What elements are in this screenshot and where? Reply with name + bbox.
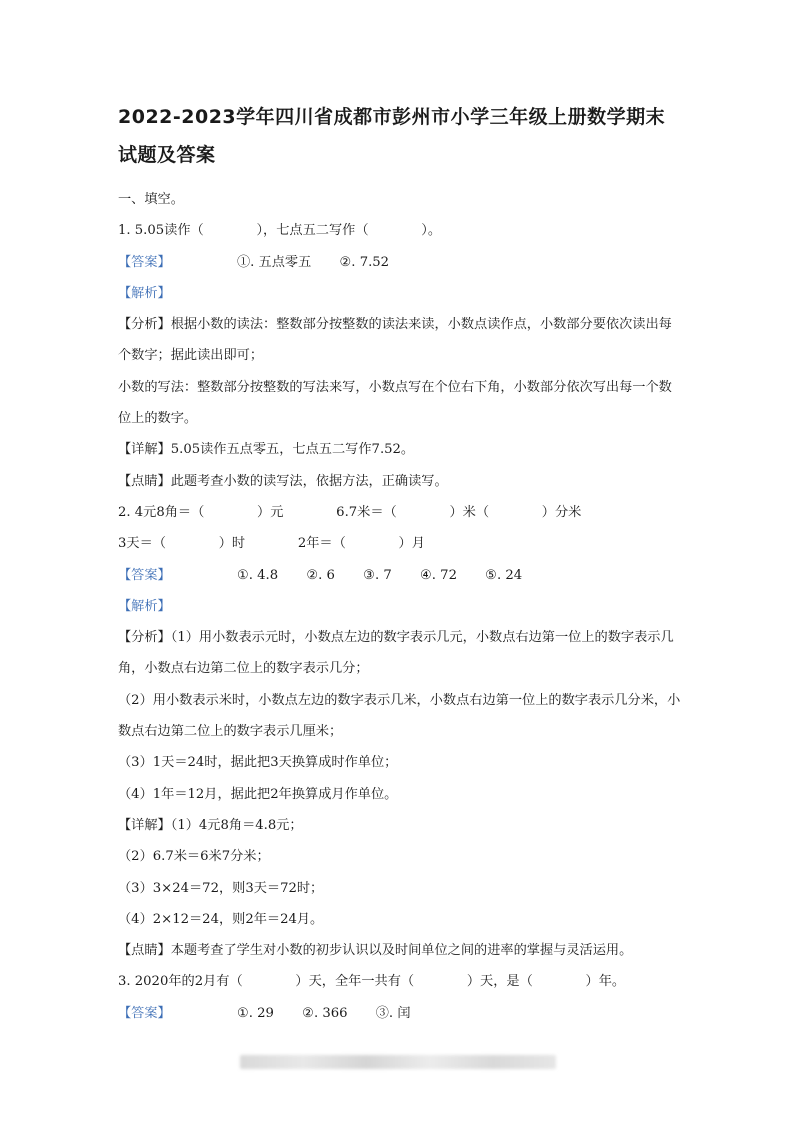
document-page [118, 98, 683, 1029]
q2-answer-2: ②. 6 [306, 567, 335, 583]
xiangjie-label: 【详解】 [118, 442, 171, 458]
q1-xiangjie-text: 5.05读作五点零五，七点五二写作7.52。 [170, 442, 415, 458]
document-title: 2022-2023学年四川省成都市彭州市小学三年级上册数学期末试题及答案 [118, 106, 666, 166]
q3-answer-3: ③. 闰 [375, 1005, 411, 1021]
section-heading: 一、填空。 [118, 192, 184, 207]
q2-xiangjie-4: （4）2×12＝24，则2年＝24月。 [118, 911, 324, 927]
question-1: 1. 5.05读作（ ），七点五二写作（ ）。 [118, 223, 442, 239]
answer-label: 【答案】 [118, 254, 171, 270]
q2-fenxi-3: （3）1天＝24时，据此把3天换算成时作单位； [118, 755, 398, 771]
q1-fenxi-text: 根据小数的读法：整数部分按整数的读法来读，小数点读作点，小数部分要依次读出每个数字；据此读出即可； [118, 317, 672, 364]
q2-dianjing-text: 本题考查了学生对小数的初步认识以及时间单位之间的进率的掌握与灵活运用。 [170, 943, 633, 959]
q3-answer-1: ①. 29 [236, 1005, 274, 1021]
answer-label: 【答案】 [118, 567, 171, 583]
q1-dianjing [118, 466, 683, 497]
jiexi-label: 【解析】 [118, 598, 171, 614]
q2-fenxi-4: （4）1年＝12月，据此把2年换算成月作单位。 [118, 786, 398, 802]
q2-answer-4: ④. 72 [419, 567, 457, 583]
question-2-line-1: 2. 4元8角＝（ ）元 6.7米＝（ ）米（ ）分米 [118, 504, 582, 520]
q2-fenxi-text: （1）用小数表示元时，小数点左边的数字表示几元，小数点右边第一位上的数字表示几角，小数点右边第二位上的数字表示几分； [118, 630, 674, 677]
q3-answer-row [118, 998, 683, 1029]
fenxi-label: 【分析】 [118, 630, 171, 646]
q1-answer-1: ①. 五点零五 [236, 254, 312, 270]
q2-fenxi-2: （2）用小数表示米时，小数点左边的数字表示几米，小数点右边第一位上的数字表示几分米，小数点右边第二位上的数字表示几厘米； [118, 692, 681, 740]
q3-answer-2: ②. 366 [302, 1005, 348, 1021]
jiexi-label: 【解析】 [118, 285, 171, 301]
q2-xiangjie-2: （2）6.7米＝6米7分米； [118, 849, 270, 865]
q2-xiangjie-3: （3）3×24＝72，则3天＝72时； [118, 880, 324, 896]
question-3: 3. 2020年的2月有（ ）天，全年一共有（ ）天，是（ ）年。 [118, 974, 626, 990]
q1-fenxi [118, 309, 683, 372]
q1-dianjing-text: 此题考查小数的读写法，依据方法，正确读写。 [170, 473, 448, 489]
q2-xiangjie-text-1: （1）4元8角＝4.8元； [170, 817, 303, 833]
q1-answer-row [118, 247, 683, 278]
answer-label: 【答案】 [118, 1005, 171, 1021]
xiangjie-label: 【详解】 [118, 817, 171, 833]
q2-answer-row [118, 560, 683, 591]
blurred-footer-watermark [240, 1055, 556, 1069]
q1-answer-2: ②. 7.52 [339, 254, 390, 270]
dianjing-label: 【点睛】 [118, 473, 171, 489]
q2-answer-5: ⑤. 24 [485, 567, 523, 583]
q1-xiangjie [118, 434, 683, 465]
q2-dianjing [118, 935, 683, 966]
q2-answer-3: ③. 7 [363, 567, 392, 583]
q2-answer-1: ①. 4.8 [236, 567, 279, 583]
q2-fenxi [118, 622, 683, 685]
fenxi-label: 【分析】 [118, 317, 171, 333]
q2-xiangjie-1 [118, 810, 683, 841]
q1-fenxi-2: 小数的写法：整数部分按整数的写法来写，小数点写在个位右下角，小数部分依次写出每一个数位上的数字。 [118, 379, 672, 427]
dianjing-label: 【点睛】 [118, 943, 171, 959]
question-2-line-2: 3天＝（ ）时 2年＝（ ）月 [118, 536, 425, 552]
